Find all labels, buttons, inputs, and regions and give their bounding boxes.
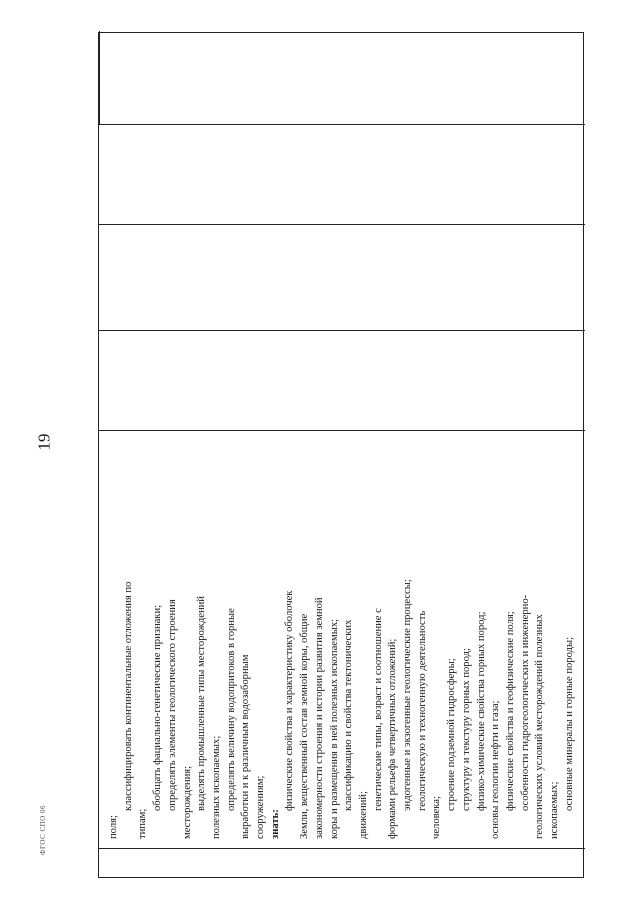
text-line: Земли, вещественный состав земной коры, общие <box>299 613 311 839</box>
text-line: определять величину водопритоков в горные <box>225 608 237 811</box>
column-divider <box>99 848 585 849</box>
text-line: обобщать фациально-генетические признаки; <box>152 604 164 811</box>
text-line: классифицировать континентальные отложения по <box>122 581 134 811</box>
footer-code: ФГОС СПО 06 <box>39 805 47 855</box>
text-line: ископаемых; <box>549 781 561 839</box>
text-line: коры и размещения в ней полезных ископаемых; <box>328 618 340 839</box>
text-line: определять элементы геологического строения <box>166 599 178 811</box>
text-line: геологических условий месторождений полезных <box>534 614 546 839</box>
text-line: типам; <box>137 808 149 839</box>
text-line: строение подземной гидросферы; <box>446 658 458 811</box>
text-line: физические свойства и геофизические поля; <box>504 611 516 811</box>
column-divider <box>99 224 585 225</box>
text-line: сооружениям; <box>255 775 267 839</box>
column-divider <box>99 430 585 431</box>
document-page <box>98 32 584 878</box>
text-line: формами рельефа четвертичных отложений; <box>387 638 399 839</box>
text-line: закономерности строения и истории развития земной <box>313 597 325 839</box>
text-line: поля; <box>108 815 119 839</box>
text-line: физико-химические свойства горных пород; <box>475 611 487 811</box>
text-line: движений; <box>357 791 369 839</box>
text-line: основные минералы и горные породы; <box>563 636 575 811</box>
text-line: эндогенные и экзогенные геологические процессы; <box>402 579 414 811</box>
text-line: структуру и текстуру горных пород; <box>460 648 472 811</box>
curriculum-table <box>98 32 584 878</box>
competency-text-cell <box>107 439 577 839</box>
page-number: 19 <box>34 433 54 451</box>
text-line: генетические типы, возраст и соотношение с <box>372 608 384 811</box>
text-line: знать: <box>269 809 281 839</box>
text-line: классификацию и свойства тектонических <box>343 619 355 811</box>
text-line: выработки и к различным водозаборным <box>240 654 252 839</box>
text-line: особенности гидрогеологических и инженерно- <box>519 594 531 811</box>
text-line: геологическую и техногенную деятельность <box>416 610 428 811</box>
column-divider <box>99 330 585 331</box>
row-divider <box>99 31 100 125</box>
text-line: основы геологии нефти и газа; <box>490 700 502 839</box>
text-line: полезных ископаемых; <box>210 735 222 839</box>
text-line: выделять промышленные типы месторождений <box>196 596 208 811</box>
text-line: месторождения; <box>181 765 193 839</box>
text-line: физические свойства и характеристику оболочек <box>284 590 296 811</box>
text-line: человека; <box>431 796 443 839</box>
column-divider <box>99 124 585 125</box>
rotated-table-area <box>98 32 584 878</box>
